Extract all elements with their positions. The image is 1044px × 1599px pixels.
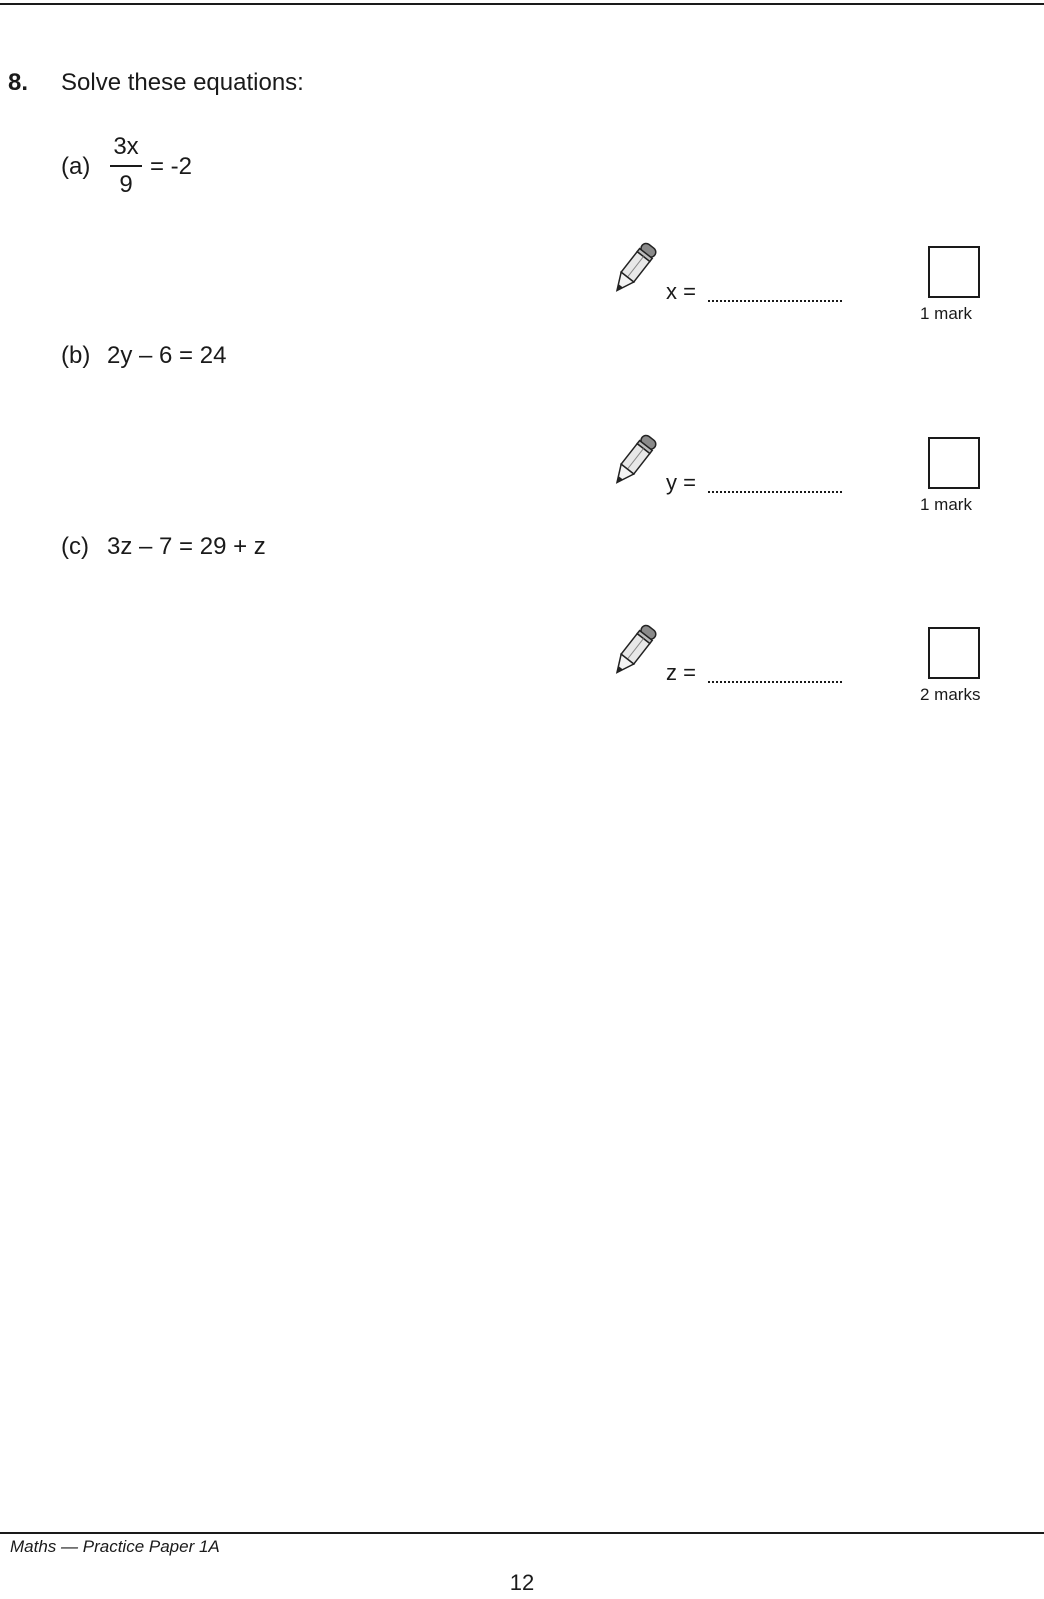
question-number: 8. — [8, 69, 29, 96]
pencil-icon — [603, 622, 663, 682]
part-a-mark-box[interactable] — [928, 246, 980, 298]
part-c-answer-line[interactable] — [708, 677, 842, 683]
fraction-numerator: 3x — [113, 133, 139, 160]
part-a-label: (a) — [61, 153, 91, 180]
part-b-equation: 2y – 6 = 24 — [107, 342, 227, 369]
top-rule — [0, 3, 1044, 5]
footer-title: Maths — Practice Paper 1A — [10, 1537, 220, 1556]
part-a-equation-rhs: = -2 — [150, 153, 193, 180]
question-stem: Solve these equations: — [61, 69, 304, 96]
part-c-equation: 3z – 7 = 29 + z — [107, 533, 266, 560]
part-b-answer-line[interactable] — [708, 487, 842, 493]
part-a-answer-label: x = — [666, 279, 696, 304]
part-a-fraction — [110, 132, 142, 199]
footer-rule — [0, 1532, 1044, 1534]
part-a-mark-label: 1 mark — [920, 304, 972, 323]
part-c-label: (c) — [61, 533, 89, 560]
part-a-answer-line[interactable] — [708, 296, 842, 302]
part-b-label: (b) — [61, 342, 91, 369]
fraction-denominator: 9 — [119, 171, 133, 198]
part-b-answer-label: y = — [666, 470, 696, 495]
pencil-icon — [603, 432, 663, 492]
pencil-icon — [603, 240, 663, 300]
part-c-mark-label: 2 marks — [920, 685, 981, 704]
part-b-mark-box[interactable] — [928, 437, 980, 489]
part-b-mark-label: 1 mark — [920, 495, 972, 514]
part-c-mark-box[interactable] — [928, 627, 980, 679]
page-number: 12 — [509, 1570, 535, 1595]
part-c-answer-label: z = — [666, 660, 696, 685]
fraction-bar — [110, 165, 142, 167]
